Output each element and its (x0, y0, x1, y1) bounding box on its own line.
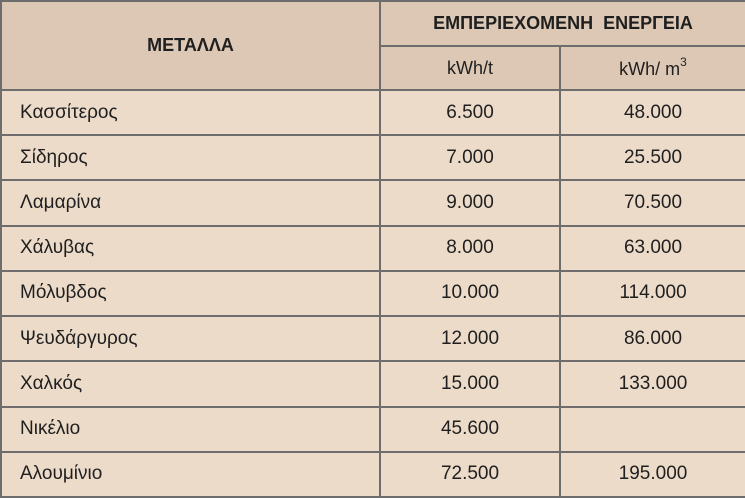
unit-per-m3-exponent: 3 (680, 54, 687, 69)
metal-name: Νικέλιο (1, 407, 380, 452)
energy-per-ton: 45.600 (380, 407, 560, 452)
unit-per-m3-prefix: kWh/ m (619, 58, 681, 79)
energy-per-ton: 8.000 (380, 226, 560, 271)
metal-name: Λαμαρίνα (1, 180, 380, 225)
table-row (1, 271, 745, 316)
energy-per-ton: 9.000 (380, 180, 560, 225)
table-row (1, 407, 745, 452)
unit-per-ton-header: kWh/t (380, 46, 560, 90)
energy-per-m3: 195.000 (560, 452, 745, 497)
metals-header: ΜΕΤΑΛΛΑ (1, 1, 380, 90)
table-row (1, 226, 745, 271)
metal-name: Μόλυβδος (1, 271, 380, 316)
energy-per-m3: 70.500 (560, 180, 745, 225)
energy-per-ton: 7.000 (380, 135, 560, 180)
energy-per-m3: 48.000 (560, 90, 745, 135)
energy-per-m3: 25.500 (560, 135, 745, 180)
table-row (1, 90, 745, 135)
energy-per-m3: 86.000 (560, 316, 745, 361)
unit-per-m3-header (560, 46, 745, 90)
table-row (1, 361, 745, 406)
metal-name: Ψευδάργυρος (1, 316, 380, 361)
metal-name: Αλουμίνιο (1, 452, 380, 497)
metal-name: Κασσίτερος (1, 90, 380, 135)
table-row (1, 180, 745, 225)
energy-header: ΕΜΠΕΡΙΕΧΟΜΕΝΗ ΕΝΕΡΓΕΙΑ (380, 1, 745, 46)
energy-per-m3: 63.000 (560, 226, 745, 271)
metal-name: Χαλκός (1, 361, 380, 406)
energy-per-m3: 133.000 (560, 361, 745, 406)
table-row (1, 316, 745, 361)
table-row (1, 452, 745, 497)
metal-name: Σίδηρος (1, 135, 380, 180)
energy-per-ton: 10.000 (380, 271, 560, 316)
table-row (1, 135, 745, 180)
energy-per-ton: 15.000 (380, 361, 560, 406)
energy-per-m3 (560, 407, 745, 452)
energy-per-ton: 12.000 (380, 316, 560, 361)
energy-per-ton: 6.500 (380, 90, 560, 135)
metal-name: Χάλυβας (1, 226, 380, 271)
energy-per-m3: 114.000 (560, 271, 745, 316)
energy-per-ton: 72.500 (380, 452, 560, 497)
